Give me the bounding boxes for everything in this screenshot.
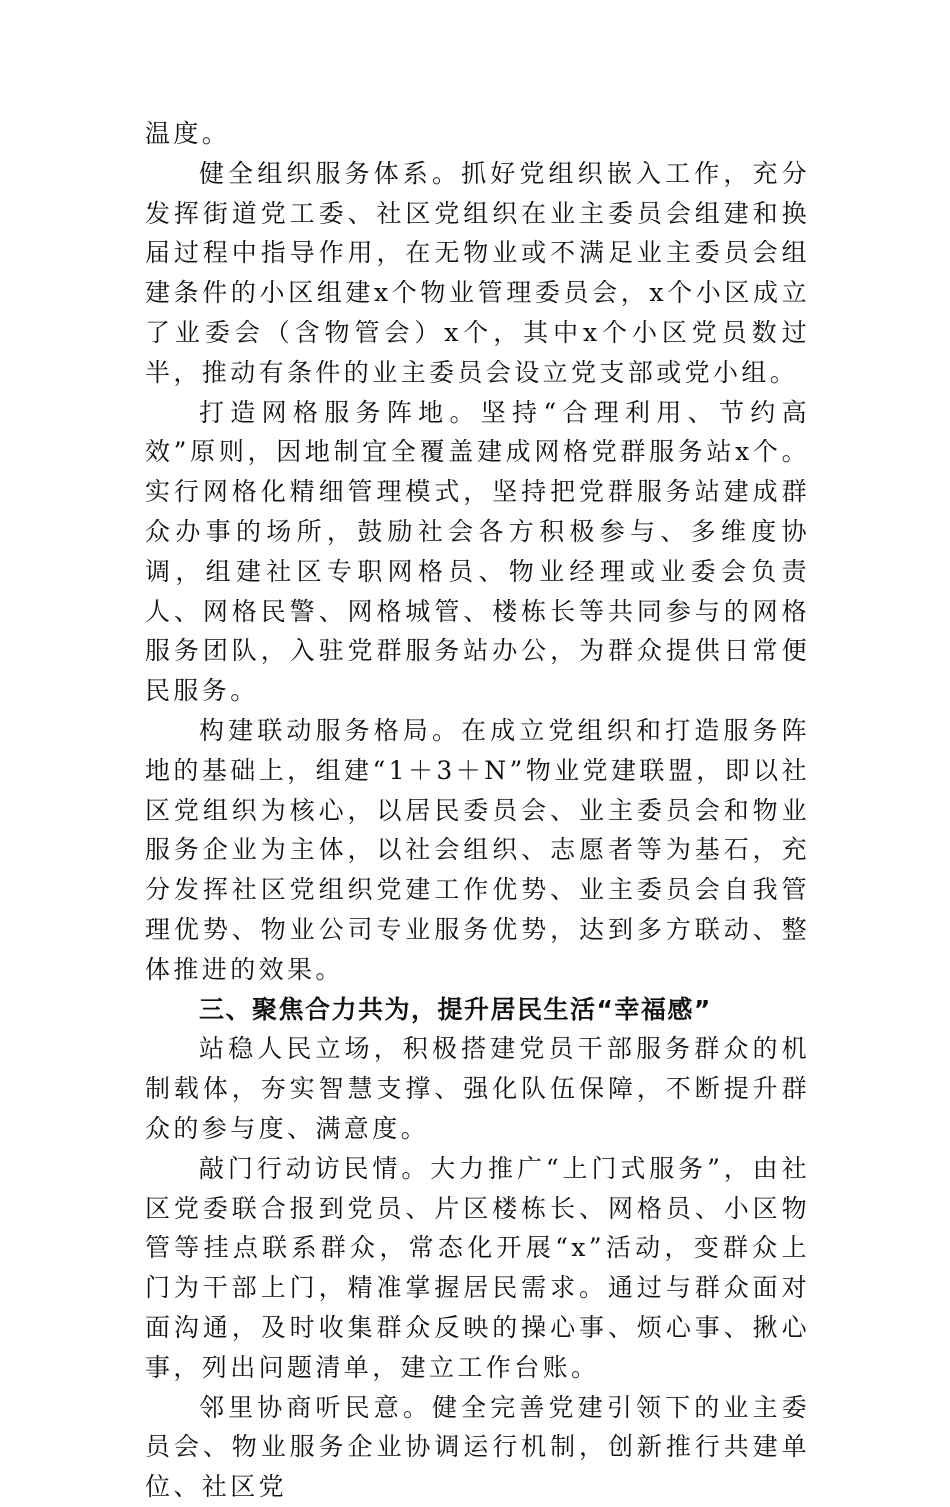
paragraph-section-intro: 站稳人民立场，积极搭建党员干部服务群众的机制载体，夯实智慧支撑、强化队伍保障，不断提升群众的参与度、满意度。: [145, 1034, 810, 1143]
paragraph-organization-service: 健全组织服务体系。抓好党组织嵌入工作，充分发挥街道党工委、社区党组织在业主委员会组建和换届过程中指导作用，在无物业或不满足业主委员会组建条件的小区组建x个物业管理委员会，x个小区成立了业委会（含物管会）x个，其中x个小区党员数过半，推动有条件的业主委员会设立党支部或党小组。: [145, 158, 810, 387]
document-body: [145, 114, 810, 1507]
paragraph-linkage-service: 构建联动服务格局。在成立党组织和打造服务阵地的基础上，组建“1＋3＋N”物业党建联盟，即以社区党组织为核心，以居民委员会、业主委员会和物业服务企业为主体，以社会组织、志愿者等为基石，充分发挥社区党组织党建工作优势、业主委员会自我管理优势、物业公司专业服务优势，达到多方联动、整体推进的效果。: [145, 715, 810, 984]
paragraph-continuation: 温度。: [145, 119, 231, 148]
section-heading: 三、聚焦合力共为，提升居民生活“幸福感”: [199, 994, 712, 1024]
paragraph-door-knocking: 敲门行动访民情。大力推广“上门式服务”，由社区党委联合报到党员、片区楼栋长、网格员、小区物管等挂点联系群众，常态化开展“x”活动，变群众上门为干部上门，精准掌握居民需求。通过与群众面对面沟通，及时收集群众反映的操心事、烦心事、揪心事，列出问题清单，建立工作台账。: [145, 1153, 810, 1382]
paragraph-neighborhood-consultation: 邻里协商听民意。健全完善党建引领下的业主委员会、物业服务企业协调运行机制，创新推行共建单位、社区党: [145, 1392, 810, 1502]
paragraph-grid-service: 打造网格服务阵地。坚持“合理利用、节约高效”原则，因地制宜全覆盖建成网格党群服务站x个。实行网格化精细管理模式，坚持把党群服务站建成群众办事的场所，鼓励社会各方积极参与、多维度协调，组建社区专职网格员、物业经理或业委会负责人、网格民警、网格城管、楼栋长等共同参与的网格服务团队，入驻党群服务站办公，为群众提供日常便民服务。: [145, 397, 810, 706]
